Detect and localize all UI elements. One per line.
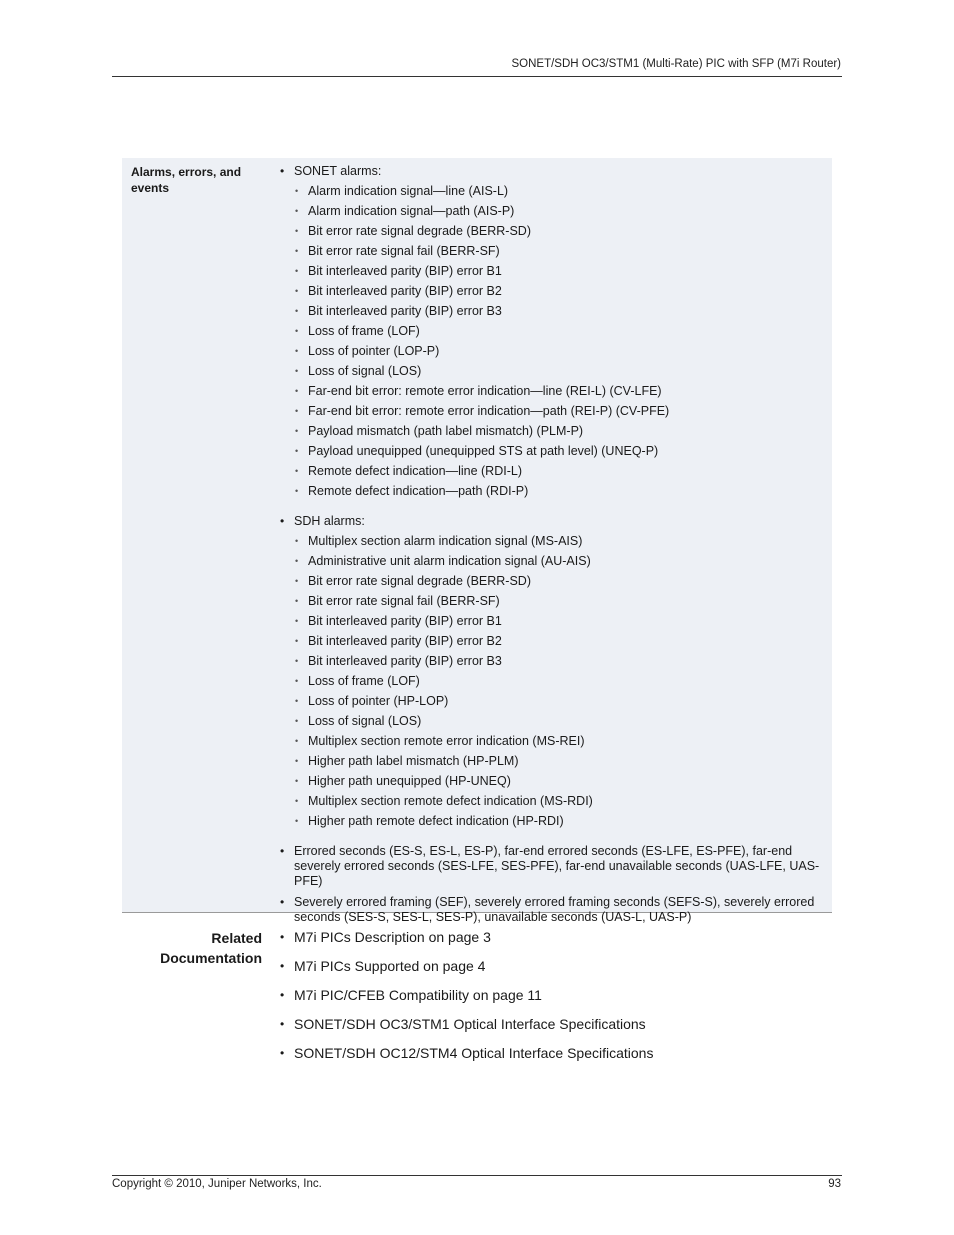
alarm-list [280,164,826,925]
sdh-alarm-item: • Multiplex section remote defect indication (MS-RDI) [294,794,826,814]
sonet-alarm-item: • Loss of frame (LOF) [294,324,826,344]
sdh-alarms-list [294,534,826,834]
sonet-alarm-item: • Bit error rate signal fail (BERR-SF) [294,244,826,264]
sdh-alarm-item: • Administrative unit alarm indication signal (AU-AIS) [294,554,826,574]
sonet-alarm-item: • Bit error rate signal degrade (BERR-SD) [294,224,826,244]
related-label-line1: Related [211,930,262,946]
sonet-alarm-item: • Bit interleaved parity (BIP) error B1 [294,264,826,284]
sonet-alarm-item: • Remote defect indication—path (RDI-P) [294,484,826,504]
header-divider [112,76,842,77]
sdh-alarm-item: • Bit error rate signal fail (BERR-SF) [294,594,826,614]
sonet-alarm-item: • Bit interleaved parity (BIP) error B2 [294,284,826,304]
sonet-alarm-item: • Payload unequipped (unequipped STS at path level) (UNEQ-P) [294,444,826,464]
running-header: SONET/SDH OC3/STM1 (Multi-Rate) PIC with SFP (M7i Router) [511,58,841,70]
sdh-alarm-item: • Loss of frame (LOF) [294,674,826,694]
sdh-alarm-item: • Bit interleaved parity (BIP) error B3 [294,654,826,674]
related-documentation-list [280,929,653,1074]
sonet-alarms-heading: SONET alarms: [294,164,382,178]
related-doc-link[interactable]: • SONET/SDH OC3/STM1 Optical Interface Specifications [280,1016,653,1045]
sdh-alarm-item: • Higher path unequipped (HP-UNEQ) [294,774,826,794]
related-doc-link[interactable]: • SONET/SDH OC12/STM4 Optical Interface Specifications [280,1045,653,1074]
severely-errored-framing-item: • Severely errored framing (SEF), severely errored framing seconds (SEFS-S), severely errored seconds (SES-S, SES-L, SES-P), unavailable seconds (UAS-L, UAS-P) [280,895,826,925]
related-documentation-label [160,928,262,968]
row-label: Alarms, errors, and events [131,165,242,195]
row-content [280,164,826,931]
related-doc-link[interactable]: • M7i PIC/CFEB Compatibility on page 11 [280,987,653,1016]
errored-seconds-item: • Errored seconds (ES-S, ES-L, ES-P), far-end errored seconds (ES-LFE, ES-PFE), far-end severely errored seconds (SES-LFE, SES-PFE), far-end unavailable seconds (UAS-LFE, UAS-PFE) [280,844,826,889]
sonet-alarm-item: • Payload mismatch (path label mismatch) (PLM-P) [294,424,826,444]
sonet-alarm-item: • Loss of pointer (LOP-P) [294,344,826,364]
footer-divider [112,1175,842,1176]
sonet-alarm-item: • Far-end bit error: remote error indication—line (REI-L) (CV-LFE) [294,384,826,404]
sdh-alarm-item: • Bit error rate signal degrade (BERR-SD) [294,574,826,594]
sdh-alarm-item: • Bit interleaved parity (BIP) error B2 [294,634,826,654]
page-number: 93 [828,1178,841,1190]
sdh-alarm-item: • Bit interleaved parity (BIP) error B1 [294,614,826,634]
related-doc-link[interactable]: • M7i PICs Supported on page 4 [280,958,653,987]
sonet-alarm-item: • Remote defect indication—line (RDI-L) [294,464,826,484]
sonet-alarm-item: • Bit interleaved parity (BIP) error B3 [294,304,826,324]
sonet-alarms-list [294,184,826,504]
sdh-alarm-item: • Loss of pointer (HP-LOP) [294,694,826,714]
sonet-alarm-item: • Alarm indication signal—line (AIS-L) [294,184,826,204]
sonet-alarms-item [280,164,826,504]
related-label-line2: Documentation [160,950,262,966]
sdh-alarm-item: • Higher path remote defect indication (HP-RDI) [294,814,826,834]
sonet-alarm-item: • Loss of signal (LOS) [294,364,826,384]
sdh-alarm-item: • Multiplex section alarm indication signal (MS-AIS) [294,534,826,554]
sdh-alarms-item [280,514,826,834]
sonet-alarm-item: • Alarm indication signal—path (AIS-P) [294,204,826,224]
spec-table-row [122,158,832,924]
sonet-alarm-item: • Far-end bit error: remote error indication—path (REI-P) (CV-PFE) [294,404,826,424]
sdh-alarm-item: • Multiplex section remote error indication (MS-REI) [294,734,826,754]
sdh-alarms-heading: SDH alarms: [294,514,365,528]
related-doc-link[interactable]: • M7i PICs Description on page 3 [280,929,653,958]
sdh-alarm-item: • Higher path label mismatch (HP-PLM) [294,754,826,774]
copyright: Copyright © 2010, Juniper Networks, Inc. [112,1178,322,1190]
sdh-alarm-item: • Loss of signal (LOS) [294,714,826,734]
